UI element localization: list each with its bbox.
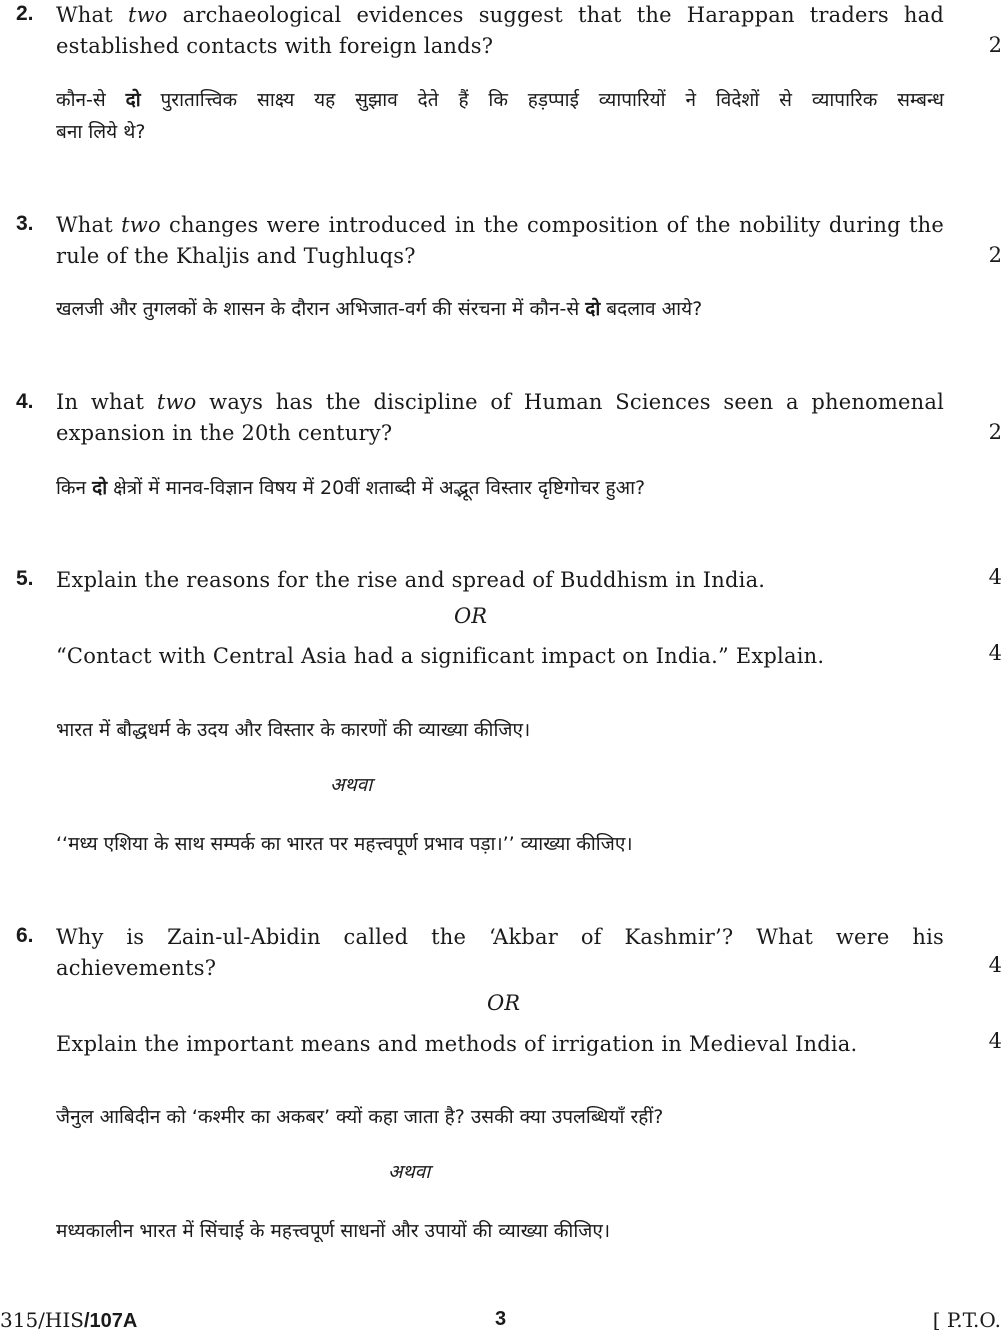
question-marks-a: 4 (988, 953, 1002, 977)
question-marks-b: 4 (988, 641, 1002, 665)
question-text-english-a: Why is Zain-ul-Abidin called the ‘Akbar of Kashmir’? What were his achievements? (56, 925, 944, 980)
question-text-hindi-a: भारत में बौद्धधर्म के उदय और विस्तार के कारणों की व्याख्या कीजिए। (56, 719, 531, 741)
question-number: 6. (16, 924, 34, 947)
question-text-english-b: Explain the important means and methods of irrigation in Medieval India. (56, 1032, 858, 1056)
athva-label: अथवा (388, 1161, 431, 1183)
question-text-english: What two archaeological evidences suggest that the Harappan traders had established contacts with foreign lands? (56, 3, 945, 58)
question-number: 4. (16, 390, 34, 413)
question-text-english-b: “Contact with Central Asia had a significant impact on India.” Explain. (56, 644, 825, 668)
or-label: OR (487, 991, 521, 1015)
question-text-hindi-b: मध्यकालीन भारत में सिंचाई के महत्त्वपूर्ण साधनों और उपायों की व्याख्या कीजिए। (56, 1220, 611, 1242)
question-text-hindi: कौन-से दो पुरातात्त्विक साक्ष्य यह सुझाव देते हैं कि हड़प्पाई व्यापारियों ने विदेशों से व्यापारिक सम्बन्ध (56, 89, 944, 111)
question-marks: 2 (988, 243, 1002, 267)
question-number: 2. (16, 2, 34, 25)
or-label: OR (454, 604, 488, 628)
athva-label: अथवा (330, 774, 373, 796)
question-marks-a: 4 (988, 565, 1002, 589)
question-text-hindi-a: जैनुल आबिदीन को ‘कश्मीर का अकबर’ क्यों कहा जाता है? उसकी क्या उपलब्धियाँ रहीं? (56, 1106, 664, 1128)
question-text-hindi-b: ‘‘मध्य एशिया के साथ सम्पर्क का भारत पर महत्त्वपूर्ण प्रभाव पड़ा।’’ व्याख्या कीजिए। (56, 833, 633, 855)
question-text-hindi: किन दो क्षेत्रों में मानव-विज्ञान विषय में 20वीं शताब्दी में अद्भूत विस्तार दृष्टिगोचर हुआ? (56, 477, 646, 499)
question-text-english: In what two ways has the discipline of Human Sciences seen a phenomenal expansion in the 20th century? (56, 390, 945, 445)
question-number: 3. (16, 212, 34, 235)
question-text-english-a: Explain the reasons for the rise and spread of Buddhism in India. (56, 568, 766, 592)
question-marks: 2 (988, 33, 1002, 57)
paper-code: 315/HIS/107A (0, 1308, 138, 1332)
question-text-hindi: खलजी और तुगलकों के शासन के दौरान अभिजात-वर्ग की संरचना में कौन-से दो बदलाव आये? (56, 298, 703, 320)
question-marks-b: 4 (988, 1029, 1002, 1053)
question-marks: 2 (988, 420, 1002, 444)
question-text-hindi-line2: बना लिये थे? (56, 121, 146, 143)
question-number: 5. (16, 567, 34, 590)
page-number: 3 (495, 1308, 507, 1330)
pto-label: [ P.T.O. (932, 1308, 1001, 1332)
question-text-english: What two changes were introduced in the composition of the nobility during the rule of the Khaljis and Tughluqs? (56, 213, 944, 268)
